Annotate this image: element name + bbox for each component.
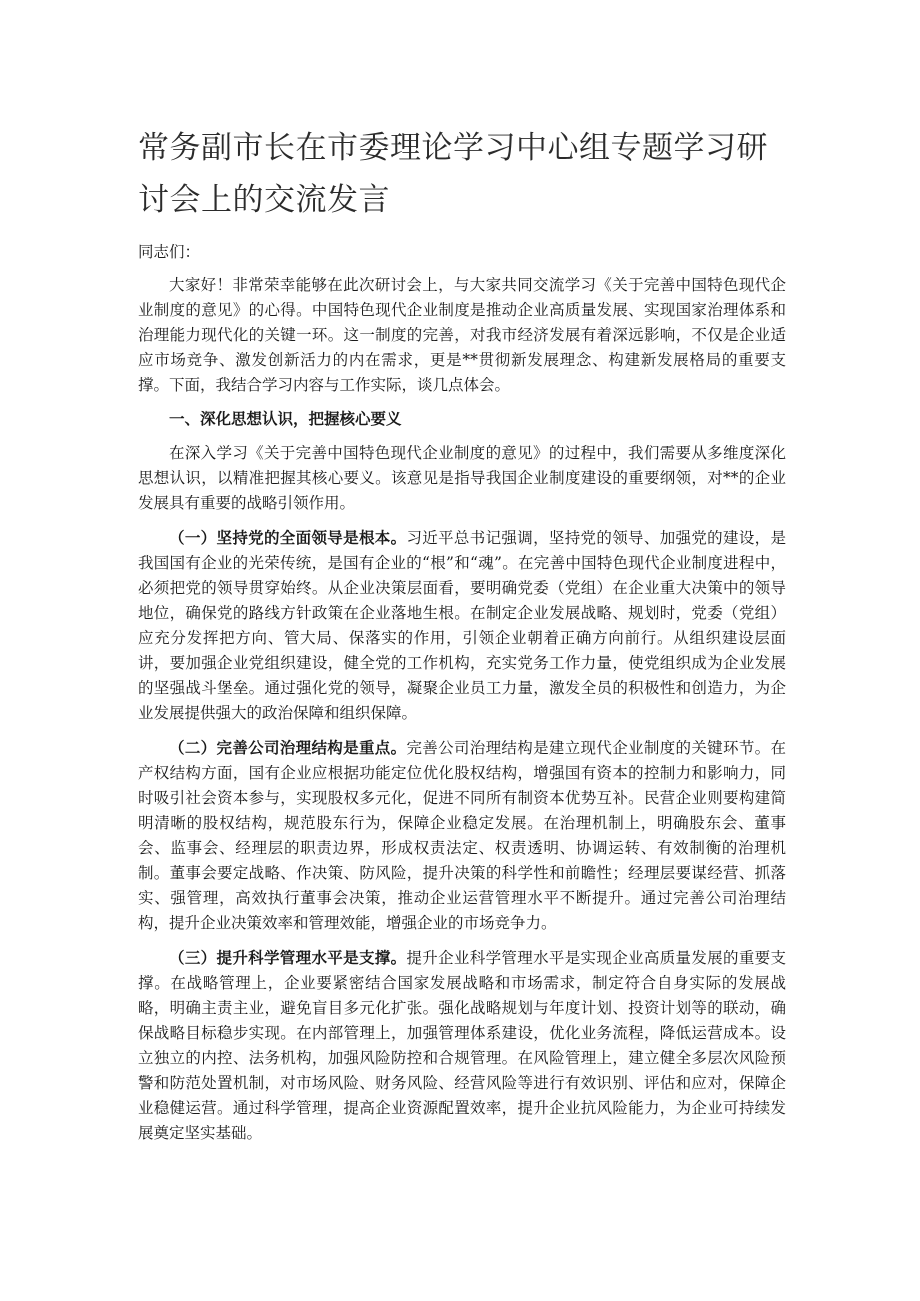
point-1-body: 习近平总书记强调，坚持党的领导、加强党的建设，是我国国有企业的光荣传统，是国有企业的“根”和“魂”。在完善中国特色现代企业制度进程中，必须把党的领导贯穿始终。从企业决策层面看，要明确党委（党组）在企业重大决策中的领导地位，确保党的路线方针政策在企业落地生根。在制定企业发展战略、规划时，党委（党组）应充分发挥把方向、管大局、保落实的作用，引领企业朝着正确方向前行。从组织建设层面讲，要加强企业党组织建设，健全党的工作机构，充实党务工作力量，使党组织成为企业发展的坚强战斗堡垒。通过强化党的领导，凝聚企业员工力量，激发全员的积极性和创造力，为企业发展提供强大的政治保障和组织保障。 [138,529,786,722]
salutation: 同志们： [138,243,201,261]
point-3-lead: （三）提升科学管理水平是支撑。 [169,948,407,967]
point-1-lead: （一）坚持党的全面领导是根本。 [169,528,407,547]
document-page [138,122,786,1155]
section-heading-1: 一、深化思想认识，把握核心要义 [169,409,402,428]
section-1-paragraph: 在深入学习《关于完善中国特色现代企业制度的意见》的过程中，我们需要从多维度深化思想认识，以精准把握其核心要义。该意见是指导我国企业制度建设的重要纲领，对**的企业发展具有重要的战略引领作用。 [138,444,786,512]
point-3-paragraph [138,945,786,1146]
point-2-paragraph [138,735,786,936]
point-3-body: 提升企业科学管理水平是实现企业高质量发展的重要支撑。在战略管理上，企业要紧密结合国家发展战略和市场需求，制定符合自身实际的发展战略，明确主责主业，避免盲目多元化扩张。强化战略规划与年度计划、投资计划等的联动，确保战略目标稳步实现。在内部管理上，加强管理体系建设，优化业务流程，降低运营成本。设立独立的内控、法务机构，加强风险防控和合规管理。在风险管理上，建立健全多层次风险预警和防范处置机制，对市场风险、财务风险、经营风险等进行有效识别、评估和应对，保障企业稳健运营。通过科学管理，提高企业资源配置效率，提升企业抗风险能力，为企业可持续发展奠定坚实基础。 [138,949,786,1142]
intro-paragraph: 大家好！非常荣幸能够在此次研讨会上，与大家共同交流学习《关于完善中国特色现代企业制度的意见》的心得。中国特色现代企业制度是推动企业高质量发展、实现国家治理体系和治理能力现代化的关键一环。这一制度的完善，对我市经济发展有着深远影响，不仅是企业适应市场竞争、激发创新活力的内在需求，更是**贯彻新发展理念、构建新发展格局的重要支撑。下面，我结合学习内容与工作实际，谈几点体会。 [138,276,786,394]
point-1-paragraph [138,525,786,726]
point-2-lead: （二）完善公司治理结构是重点。 [169,738,407,757]
point-2-body: 完善公司治理结构是建立现代企业制度的关键环节。在产权结构方面，国有企业应根据功能定位优化股权结构，增强国有资本的控制力和影响力，同时吸引社会资本参与，实现股权多元化，促进不同所有制资本优势互补。民营企业则要构建简明清晰的股权结构，规范股东行为，保障企业稳定发展。在治理机制上，明确股东会、董事会、监事会、经理层的职责边界，形成权责法定、权责透明、协调运转、有效制衡的治理机制。董事会要定战略、作决策、防风险，提升决策的科学性和前瞻性；经理层要谋经营、抓落实、强管理，高效执行董事会决策，推动企业运营管理水平不断提升。通过完善公司治理结构，提升企业决策效率和管理效能，增强企业的市场竞争力。 [138,739,786,932]
document-title: 常务副市长在市委理论学习中心组专题学习研讨会上的交流发言 [138,130,768,218]
